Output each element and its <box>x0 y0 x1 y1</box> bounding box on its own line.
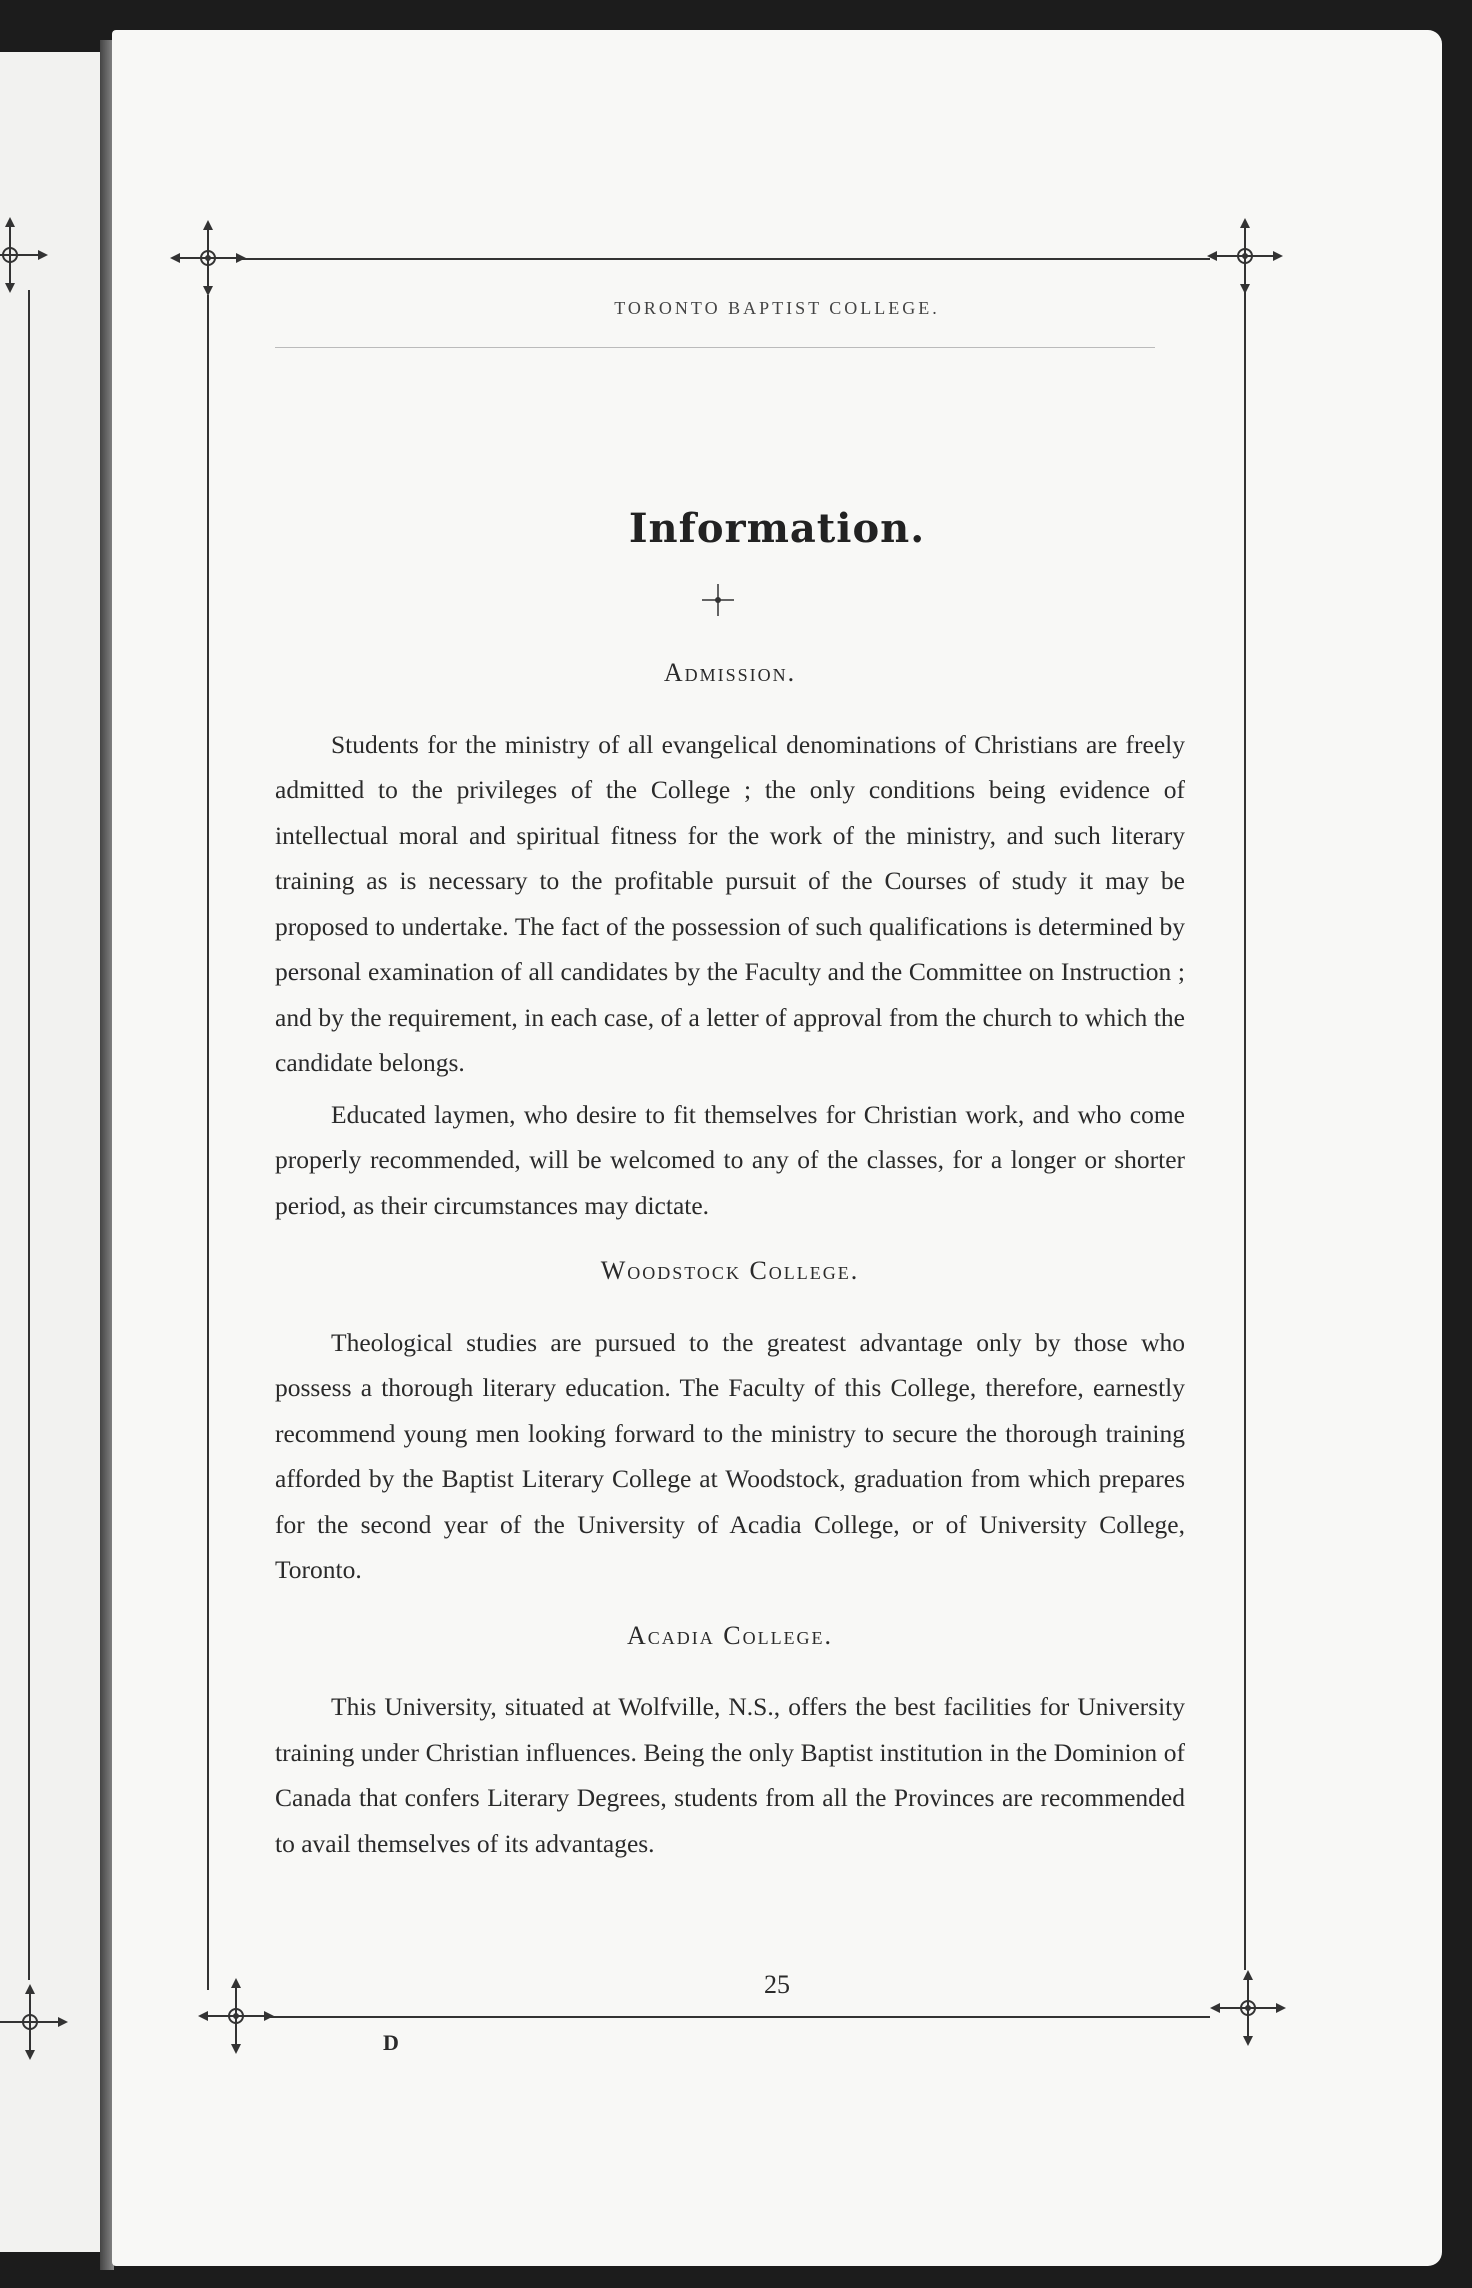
prev-page-ornament-bottom-icon <box>0 1982 70 2062</box>
header-rule <box>275 347 1155 348</box>
frame-bottom-rule <box>270 2016 1210 2018</box>
signature-mark: D <box>383 2030 399 2055</box>
section-heading-acadia: Acadia College. <box>626 1620 834 1650</box>
previous-page-edge <box>0 52 103 2252</box>
frame-top-rule <box>240 258 1210 260</box>
body-text <box>275 650 1185 1866</box>
admission-paragraph-2: Educated laymen, who desire to fit themselves for Christian work, and who come properly recommended, will be welcomed to any of the classes, for a longer or shorter period, as their circumstances may dictate. <box>275 1099 1185 1220</box>
acadia-paragraph: This University, situated at Wolfville, N.S., offers the best facilities for University training under Christian influences. Being the only Baptist institution in the Dominion of Canada that confers Literary Degrees, students from all the Provinces are recommended to avail themselves of its advantages. <box>275 1692 1185 1858</box>
section-heading-woodstock: Woodstock College. <box>600 1256 860 1285</box>
corner-ornament-top-right-icon <box>1205 216 1285 296</box>
page-number: 25 <box>764 1970 790 1999</box>
section-heading-admission: Admission. <box>663 658 797 687</box>
corner-ornament-top-left-icon <box>168 218 248 298</box>
admission-paragraph-1: Students for the ministry of all evangelical denominations of Christians are freely admitted to the privileges of the College ; the only conditions being evidence of intellectual moral and spiritual fitness for the work of the ministry, and such literary training as is necessary to the profitable pursuit of the Courses of study it may be proposed to undertake. The fact of the possession of such qualifications is determined by personal examination of all candidates by the Faculty and the Committee on Instruction ; and by the requirement, in each case, of a letter of approval from the church to which the candidate belongs. <box>275 729 1185 1077</box>
prev-page-frame-rule <box>28 290 30 1980</box>
page-title: Information. <box>628 505 926 552</box>
title-ornament-icon <box>700 582 736 618</box>
prev-page-ornament-top-icon <box>0 215 50 295</box>
running-header: TORONTO BAPTIST COLLEGE. <box>614 298 940 318</box>
woodstock-paragraph: Theological studies are pursued to the greatest advantage only by those who possess a thorough literary education. The Faculty of this College, therefore, earnestly recommend young men looking forward to the ministry to secure the thorough training afforded by the Baptist Literary College at Woodstock, graduation from which prepares for the second year of the University of Acadia College, or of University College, Toronto. <box>275 1327 1185 1584</box>
